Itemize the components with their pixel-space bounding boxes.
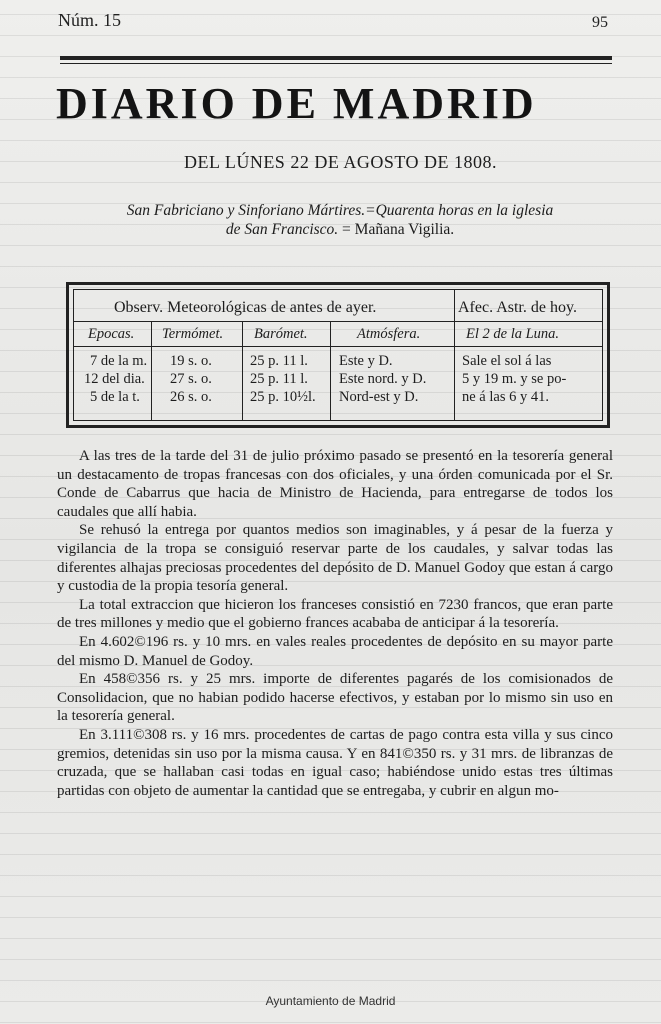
page-number: 95 (592, 14, 608, 31)
article-body (57, 447, 613, 800)
cell-termometro-3: 26 s. o. (170, 389, 212, 405)
col-header-epocas: Epocas. (88, 326, 135, 342)
article-paragraph-6: En 3.111©308 rs. y 16 mrs. procedentes de cartas de pago contra esta villa y sus cinco gremios, detenidas sin uso por la misma causa. Y en 841©350 rs. y 31 mrs. de libranzas de cruzada, que se hallaban casi todas en igual caso; habiéndose unido estas tres últimas partidas con objeto de aumentar la cantidad que se entregaba, y cubrir en algun mo- (57, 726, 613, 799)
luna-line-1: Sale el sol á las (462, 353, 552, 369)
table-rule-top (74, 321, 602, 322)
weather-table-inner (73, 289, 603, 421)
table-divider-1 (151, 321, 152, 420)
luna-line-2: 5 y 19 m. y se po- (462, 371, 567, 387)
header-rule-thick (60, 56, 612, 60)
cell-barometro-3: 25 p. 10½l. (250, 389, 316, 405)
article-paragraph-4: En 4.602©196 rs. y 10 mrs. en vales reales procedentes de depósito en su mayor parte del mismo D. Manuel de Godoy. (57, 633, 613, 669)
issue-number: Núm. 15 (58, 10, 121, 30)
col-header-atmosfera: Atmósfera. (357, 326, 421, 342)
cell-termometro-2: 27 s. o. (170, 371, 212, 387)
table-rule-columns (74, 346, 602, 347)
table-heading-observations: Observ. Meteorológicas de antes de ayer. (114, 299, 377, 316)
cell-barometro-2: 25 p. 11 l. (250, 371, 308, 387)
luna-line-3: ne á las 6 y 41. (462, 389, 549, 405)
cell-epoca-3: 5 de la t. (90, 389, 140, 405)
saints-of-the-day (70, 201, 610, 239)
article-paragraph-1: A las tres de la tarde del 31 de julio próximo pasado se presentó en la tesorería general un destacamento de tropas francesas con dos oficiales, y una órden comunicada por el Sr. Conde de Cabarrus que hacia de Ministro de Hacienda, para entregarse de todos los caudales que allí habia. (57, 448, 613, 520)
cell-atmosfera-1: Este y D. (339, 353, 393, 369)
cell-atmosfera-2: Este nord. y D. (339, 371, 427, 387)
article-paragraph-5: En 458©356 rs. y 25 mrs. importe de diferentes pagarés de los comisionados de Consolidacion, que no habian podido hacerse efectivos, y estaban por lo mismo sin uso en la tesorería general. (57, 671, 613, 725)
table-divider-3 (330, 321, 331, 420)
article-paragraph-2: Se rehusó la entrega por quantos medios son imaginables, y á pesar de la fuerza y vigilancia de la tropa se consiguió reservar parte de los caudales, y salvar todas las diferentes alhajas preciosas procedentes del depósito de D. Manuel Godoy que estan á cargo y custodia de la propia tesoría general. (57, 522, 613, 595)
saints-line-2-italic: de San Francisco. (225, 221, 339, 238)
cell-termometro-1: 19 s. o. (170, 353, 212, 369)
table-divider-4 (454, 290, 455, 420)
header-rule-thin (60, 63, 612, 64)
table-heading-astronomy: Afec. Astr. de hoy. (458, 299, 577, 316)
saints-line-1: San Fabriciano y Sinforiano Mártires.=Quarenta horas en la iglesia (126, 202, 554, 219)
col-header-termometro: Termómet. (162, 326, 224, 342)
saints-line-2-rest: = Mañana Vigilia. (338, 221, 455, 238)
masthead-title: DIARIO DE MADRID (56, 79, 537, 128)
archive-credit: Ayuntamiento de Madrid (265, 994, 396, 1008)
col-header-luna: El 2 de la Luna. (466, 326, 560, 342)
article-paragraph-3: La total extraccion que hicieron los franceses consistió en 7230 francos, que eran parte de tres millones y medio que el gobierno frances acababa de anticipar á la tesorería. (57, 596, 613, 632)
weather-table (66, 282, 610, 428)
col-header-barometro: Barómet. (254, 326, 308, 342)
cell-epoca-1: 7 de la m. (90, 353, 148, 369)
cell-atmosfera-3: Nord-est y D. (339, 389, 419, 405)
cell-barometro-1: 25 p. 11 l. (250, 353, 308, 369)
table-divider-2 (242, 321, 243, 420)
issue-date: DEL LÚNES 22 DE AGOSTO DE 1808. (184, 152, 497, 172)
cell-epoca-2: 12 del dia. (84, 371, 145, 387)
